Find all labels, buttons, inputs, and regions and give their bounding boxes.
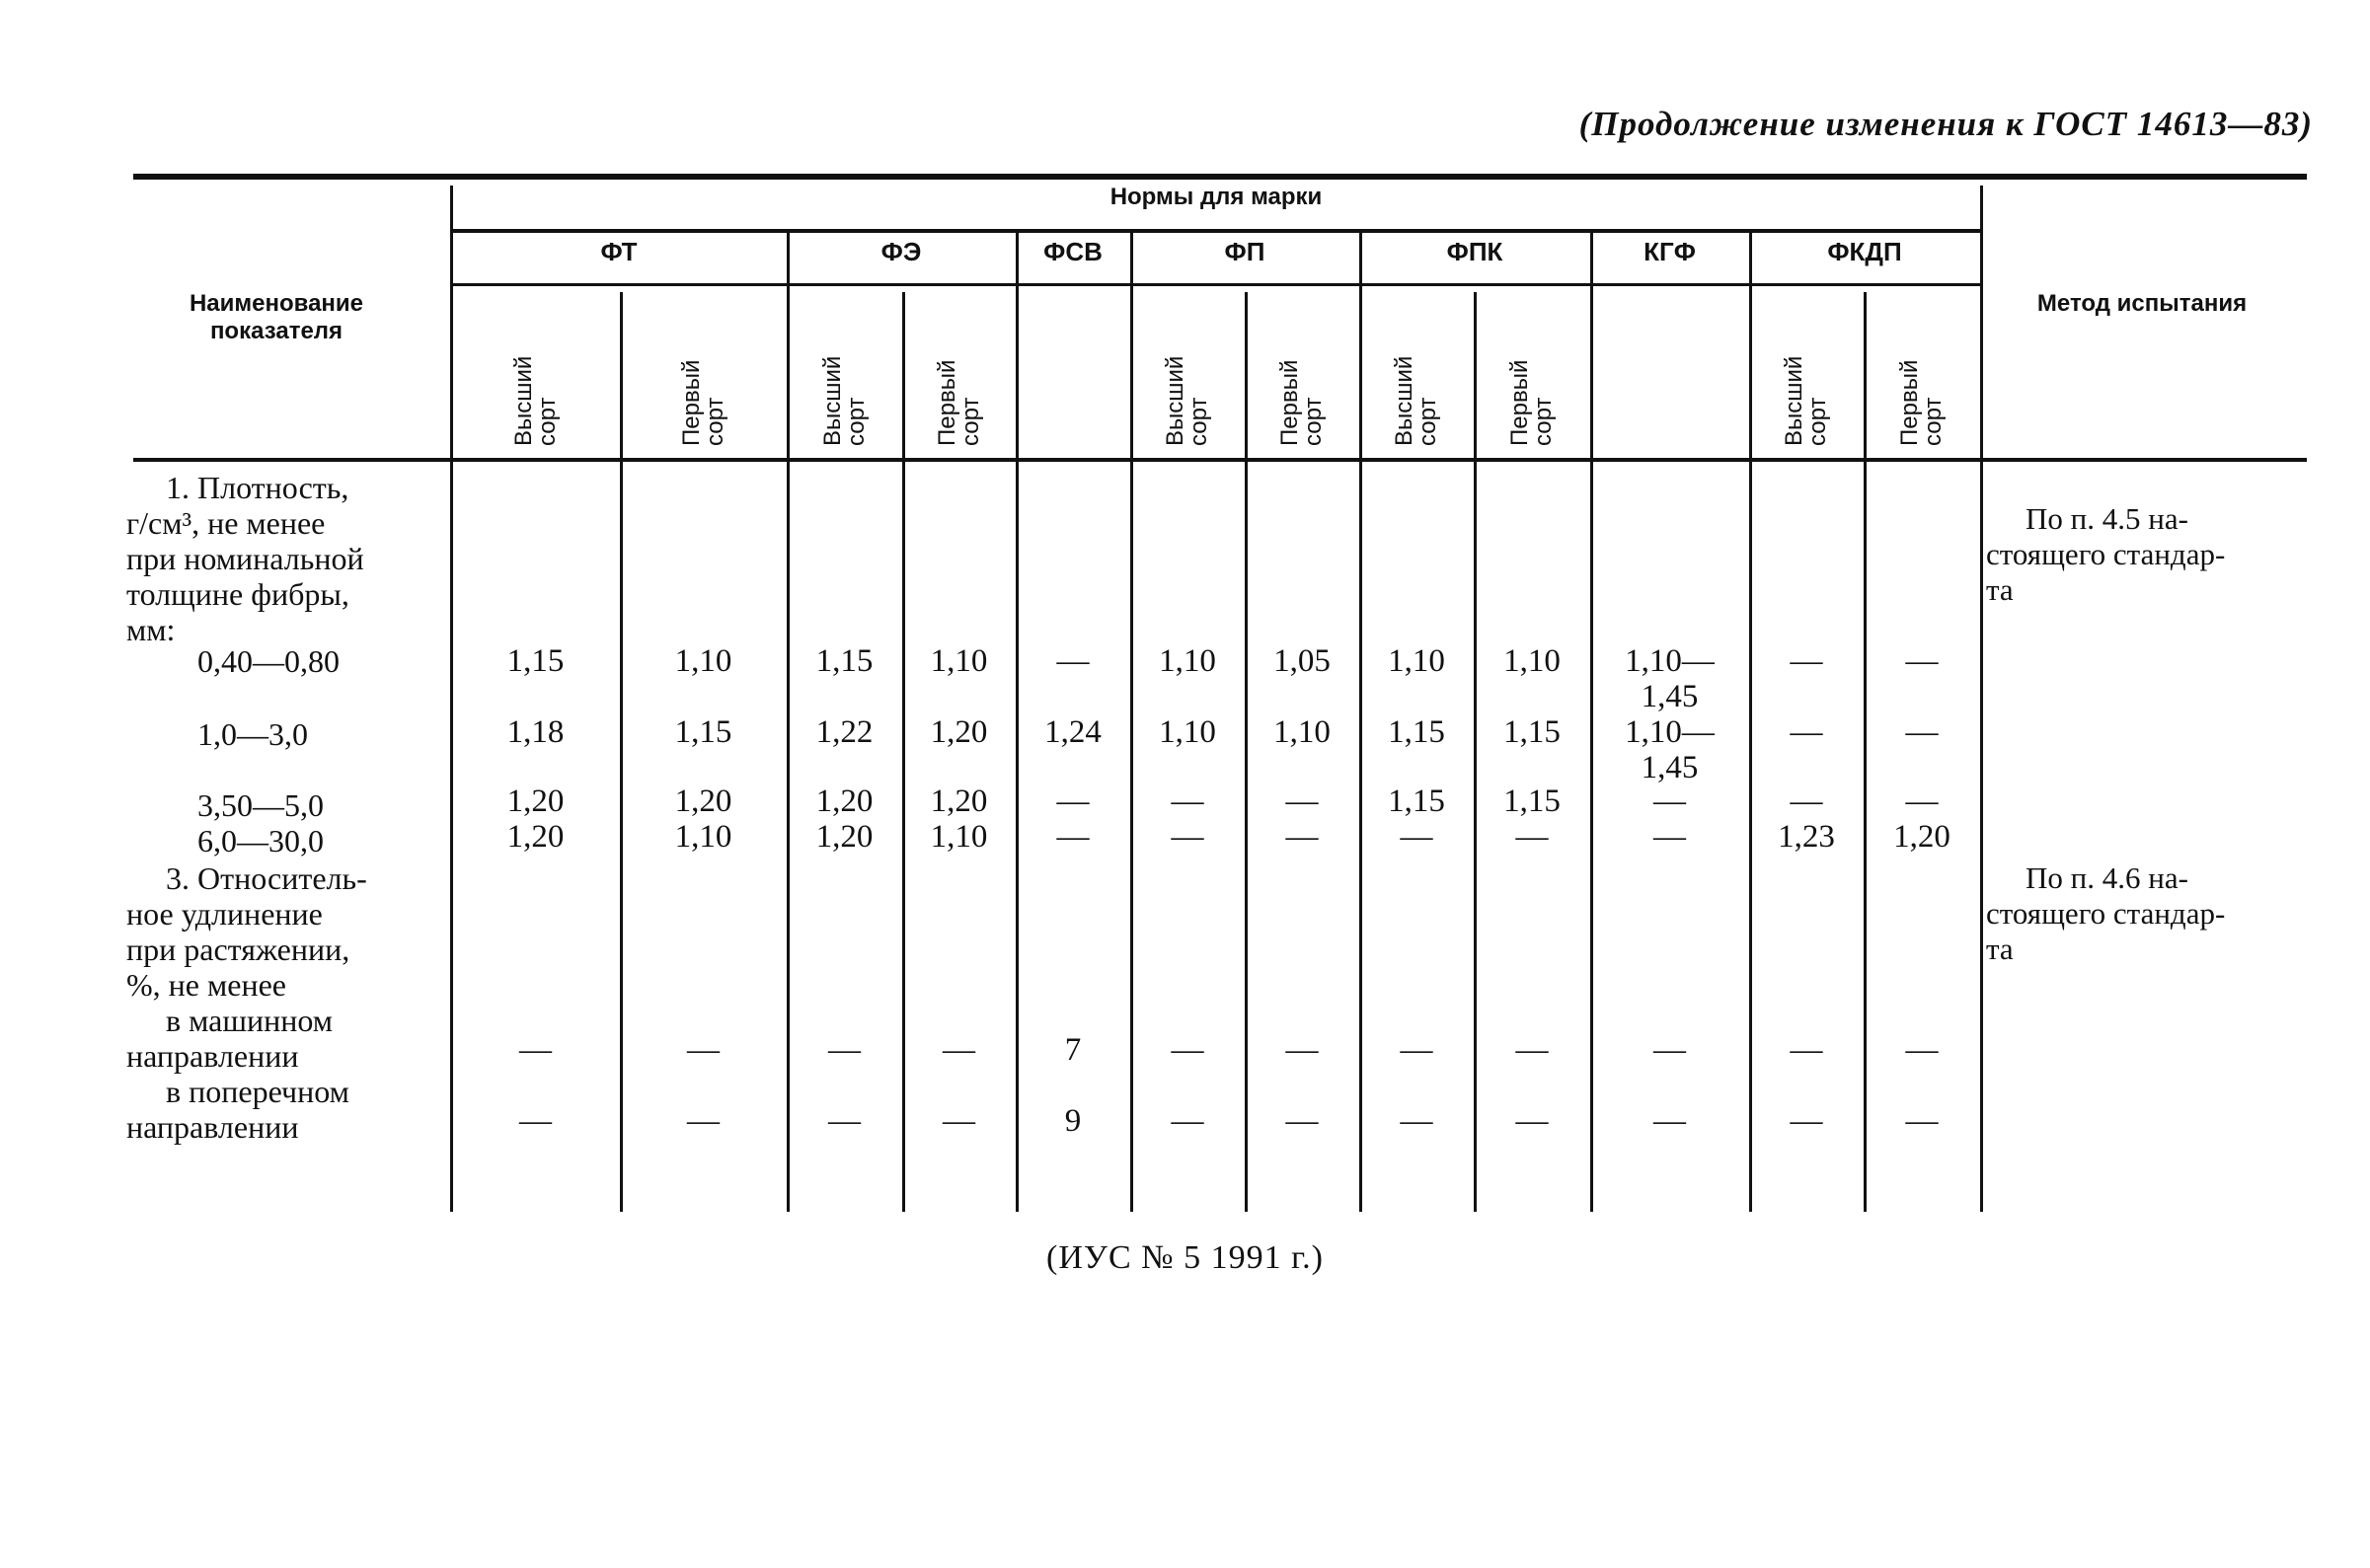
table-cell: 1,20 bbox=[930, 784, 988, 819]
table-cell: — bbox=[1790, 1032, 1823, 1068]
table-cell: 1,10— 1,45 bbox=[1625, 643, 1715, 714]
subheader-line: Высший bbox=[1391, 355, 1417, 446]
density-label-line: г/см³, не менее bbox=[126, 505, 326, 541]
table-cell: 1,15 bbox=[1388, 784, 1445, 819]
direction-label-line: в поперечном bbox=[166, 1074, 349, 1109]
table-cell: 1,20 bbox=[674, 784, 732, 819]
method-line: та bbox=[1986, 572, 2014, 607]
thickness-label: 6,0—30,0 bbox=[197, 823, 324, 859]
col-divider bbox=[1474, 292, 1477, 1212]
elongation-label-line: %, не менее bbox=[126, 967, 286, 1003]
table-cell: — bbox=[1790, 1103, 1823, 1139]
table-cell: 1,10 bbox=[1159, 643, 1216, 679]
density-label-line: при номинальной bbox=[126, 541, 364, 576]
grade-group-7: ФКДП bbox=[1827, 237, 1902, 266]
norms-header: Нормы для марки bbox=[1109, 184, 1323, 210]
subheader-line: сорт bbox=[701, 397, 728, 446]
grade-group-6: КГФ bbox=[1644, 237, 1696, 266]
table-cell: — bbox=[943, 1032, 975, 1068]
direction-label-line: направлении bbox=[126, 1109, 299, 1145]
footer-note: (ИУС № 5 1991 г.) bbox=[1046, 1239, 1324, 1276]
table-cell: 1,15 bbox=[1503, 784, 1561, 819]
table-cell: 1,10 bbox=[674, 819, 732, 855]
table-cell: — bbox=[1905, 1103, 1939, 1139]
elongation-label-line: при растяжении, bbox=[126, 932, 350, 967]
method-line: стоящего стандар- bbox=[1986, 896, 2226, 931]
table-cell: — bbox=[828, 1032, 861, 1068]
col-divider bbox=[620, 292, 623, 1212]
col-divider bbox=[1245, 292, 1248, 1212]
table-cell: — bbox=[1056, 643, 1090, 679]
subheader-vysshiy bbox=[1783, 356, 1830, 446]
table-cell: — bbox=[1653, 1103, 1686, 1139]
table-cell: — bbox=[1515, 1103, 1549, 1139]
subheader-vysshiy bbox=[1164, 356, 1211, 446]
grade-group-3: ФСВ bbox=[1043, 237, 1103, 266]
table-cell: 1,05 bbox=[1273, 643, 1331, 679]
col-divider bbox=[902, 292, 905, 1212]
table-cell: 1,10 bbox=[930, 819, 988, 855]
thickness-label: 3,50—5,0 bbox=[197, 787, 324, 823]
table-cell: 1,10 bbox=[1273, 714, 1331, 750]
table-cell: — bbox=[1056, 784, 1090, 819]
density-label bbox=[126, 470, 364, 647]
col-divider bbox=[450, 186, 453, 1212]
name-column-header: Наименование показателя bbox=[189, 290, 364, 344]
table-cell: — bbox=[1790, 784, 1823, 819]
method-line: По п. 4.5 на- bbox=[2026, 501, 2188, 536]
table-cell: — bbox=[1515, 819, 1549, 855]
table-cell: — bbox=[1171, 784, 1204, 819]
grade-group-1: ФТ bbox=[600, 237, 638, 266]
table-cell: — bbox=[1285, 1103, 1319, 1139]
grade-group-2: ФЭ bbox=[880, 237, 922, 266]
subheader-perviy bbox=[933, 359, 984, 446]
table-cell: 1,20 bbox=[815, 784, 874, 819]
thickness-label: 0,40—0,80 bbox=[197, 643, 340, 679]
col-divider bbox=[1864, 292, 1867, 1212]
table-cell: 1,24 bbox=[1044, 714, 1102, 750]
table-cell: 1,10 bbox=[1388, 643, 1445, 679]
density-method bbox=[1986, 501, 2225, 608]
table-cell: — bbox=[1790, 643, 1823, 679]
subheader-line: сорт bbox=[956, 397, 984, 446]
table-cell: 1,20 bbox=[506, 784, 565, 819]
subheader-line: Высший bbox=[1162, 355, 1188, 446]
method-column-header: Метод испытания bbox=[2036, 290, 2248, 317]
thickness-label: 1,0—3,0 bbox=[197, 716, 308, 752]
col-divider bbox=[1980, 186, 1983, 1212]
table-cell: — bbox=[1905, 643, 1939, 679]
table-cell: — bbox=[1515, 1032, 1549, 1068]
col-divider bbox=[1590, 233, 1593, 1212]
subheader-line: сорт bbox=[1185, 397, 1212, 446]
table-cell: — bbox=[1056, 819, 1090, 855]
table-cell: — bbox=[1653, 784, 1686, 819]
subheader-line: сорт bbox=[533, 397, 561, 446]
table-cell: — bbox=[687, 1103, 720, 1139]
subheader-perviy bbox=[1278, 360, 1326, 446]
subheader-line: Первый bbox=[1276, 359, 1303, 446]
table-cell: 1,15 bbox=[506, 643, 565, 679]
density-label-line: толщине фибры, bbox=[126, 576, 349, 612]
elongation-method bbox=[1986, 860, 2225, 967]
table-cell: — bbox=[1171, 819, 1204, 855]
table-cell: — bbox=[519, 1103, 552, 1139]
subheader-line: Высший bbox=[1781, 355, 1807, 446]
table-cell: 1,10 bbox=[930, 643, 988, 679]
table-cell: — bbox=[519, 1032, 552, 1068]
table-cell: — bbox=[1400, 1032, 1433, 1068]
subheader-perviy bbox=[1898, 360, 1946, 446]
table-cell: — bbox=[1790, 714, 1823, 750]
subheader-line: Первый bbox=[1506, 359, 1533, 446]
table-cell: — bbox=[1905, 714, 1939, 750]
direction-label bbox=[126, 1003, 333, 1074]
table-cell: — bbox=[687, 1032, 720, 1068]
direction-label-line: в машинном bbox=[166, 1003, 333, 1038]
subheader-line: Высший bbox=[818, 355, 846, 446]
table-cell: — bbox=[1400, 819, 1433, 855]
table-cell: 9 bbox=[1064, 1103, 1082, 1139]
table-cell: 1,10 bbox=[1503, 643, 1561, 679]
subheader-vysshiy bbox=[1393, 356, 1440, 446]
table-cell: 1,20 bbox=[930, 714, 988, 750]
method-line: стоящего стандар- bbox=[1986, 537, 2226, 571]
table-cell: 1,20 bbox=[815, 819, 874, 855]
direction-label-line: направлении bbox=[126, 1038, 299, 1074]
direction-label bbox=[126, 1074, 349, 1145]
elongation-label-line: 3. Относитель- bbox=[166, 860, 367, 896]
table-cell: 1,10— 1,45 bbox=[1625, 714, 1715, 785]
table-cell: 1,22 bbox=[815, 714, 874, 750]
subheader-line: сорт bbox=[1300, 397, 1327, 446]
subheader-line: Высший bbox=[509, 355, 537, 446]
grade-group-4: ФП bbox=[1224, 237, 1265, 266]
subheader-line: Первый bbox=[1896, 359, 1923, 446]
table-cell: 1,20 bbox=[506, 819, 565, 855]
table-cell: — bbox=[1171, 1032, 1204, 1068]
subheader-line: сорт bbox=[1530, 397, 1557, 446]
elongation-label bbox=[126, 860, 367, 1003]
subheader-vysshiy bbox=[818, 355, 870, 446]
table-cell: — bbox=[1285, 1032, 1319, 1068]
running-head: (Продолжение изменения к ГОСТ 14613—83) bbox=[1578, 105, 2313, 143]
density-label-line: мм: bbox=[126, 612, 176, 647]
density-label-line: 1. Плотность, bbox=[166, 470, 349, 505]
subheader-line: сорт bbox=[842, 397, 870, 446]
subheader-line: сорт bbox=[1414, 397, 1441, 446]
table-cell: — bbox=[1905, 784, 1939, 819]
table-cell: 1,10 bbox=[1159, 714, 1216, 750]
elongation-label-line: ное удлинение bbox=[126, 896, 323, 932]
grade-group-5: ФПК bbox=[1446, 237, 1503, 266]
table-cell: 1,15 bbox=[1388, 714, 1445, 750]
subheader-line: сорт bbox=[1920, 397, 1947, 446]
table-cell: — bbox=[943, 1103, 975, 1139]
table-cell: 1,23 bbox=[1778, 819, 1835, 855]
table-cell: — bbox=[1171, 1103, 1204, 1139]
table-cell: — bbox=[1285, 784, 1319, 819]
table-cell: 1,10 bbox=[674, 643, 732, 679]
method-line: та bbox=[1986, 932, 2014, 966]
table-cell: — bbox=[1653, 819, 1686, 855]
table-cell: 1,15 bbox=[674, 714, 732, 750]
subheader-perviy bbox=[677, 359, 728, 446]
subheader-perviy bbox=[1508, 360, 1556, 446]
table-cell: — bbox=[1905, 1032, 1939, 1068]
subheader-line: сорт bbox=[1804, 397, 1831, 446]
table-cell: 1,15 bbox=[1503, 714, 1561, 750]
table-cell: 1,20 bbox=[1893, 819, 1950, 855]
table-cell: — bbox=[1400, 1103, 1433, 1139]
table-top-rule bbox=[133, 174, 2307, 180]
table-cell: 1,18 bbox=[506, 714, 565, 750]
subheader-line: Первый bbox=[677, 359, 705, 446]
table-cell: — bbox=[1653, 1032, 1686, 1068]
subheader-line: Первый bbox=[933, 359, 960, 446]
method-line: По п. 4.6 на- bbox=[2026, 860, 2188, 895]
table-cell: 1,15 bbox=[815, 643, 874, 679]
table-cell: — bbox=[828, 1103, 861, 1139]
table-cell: 7 bbox=[1064, 1032, 1082, 1068]
table-cell: — bbox=[1285, 819, 1319, 855]
subheader-vysshiy bbox=[509, 355, 561, 446]
